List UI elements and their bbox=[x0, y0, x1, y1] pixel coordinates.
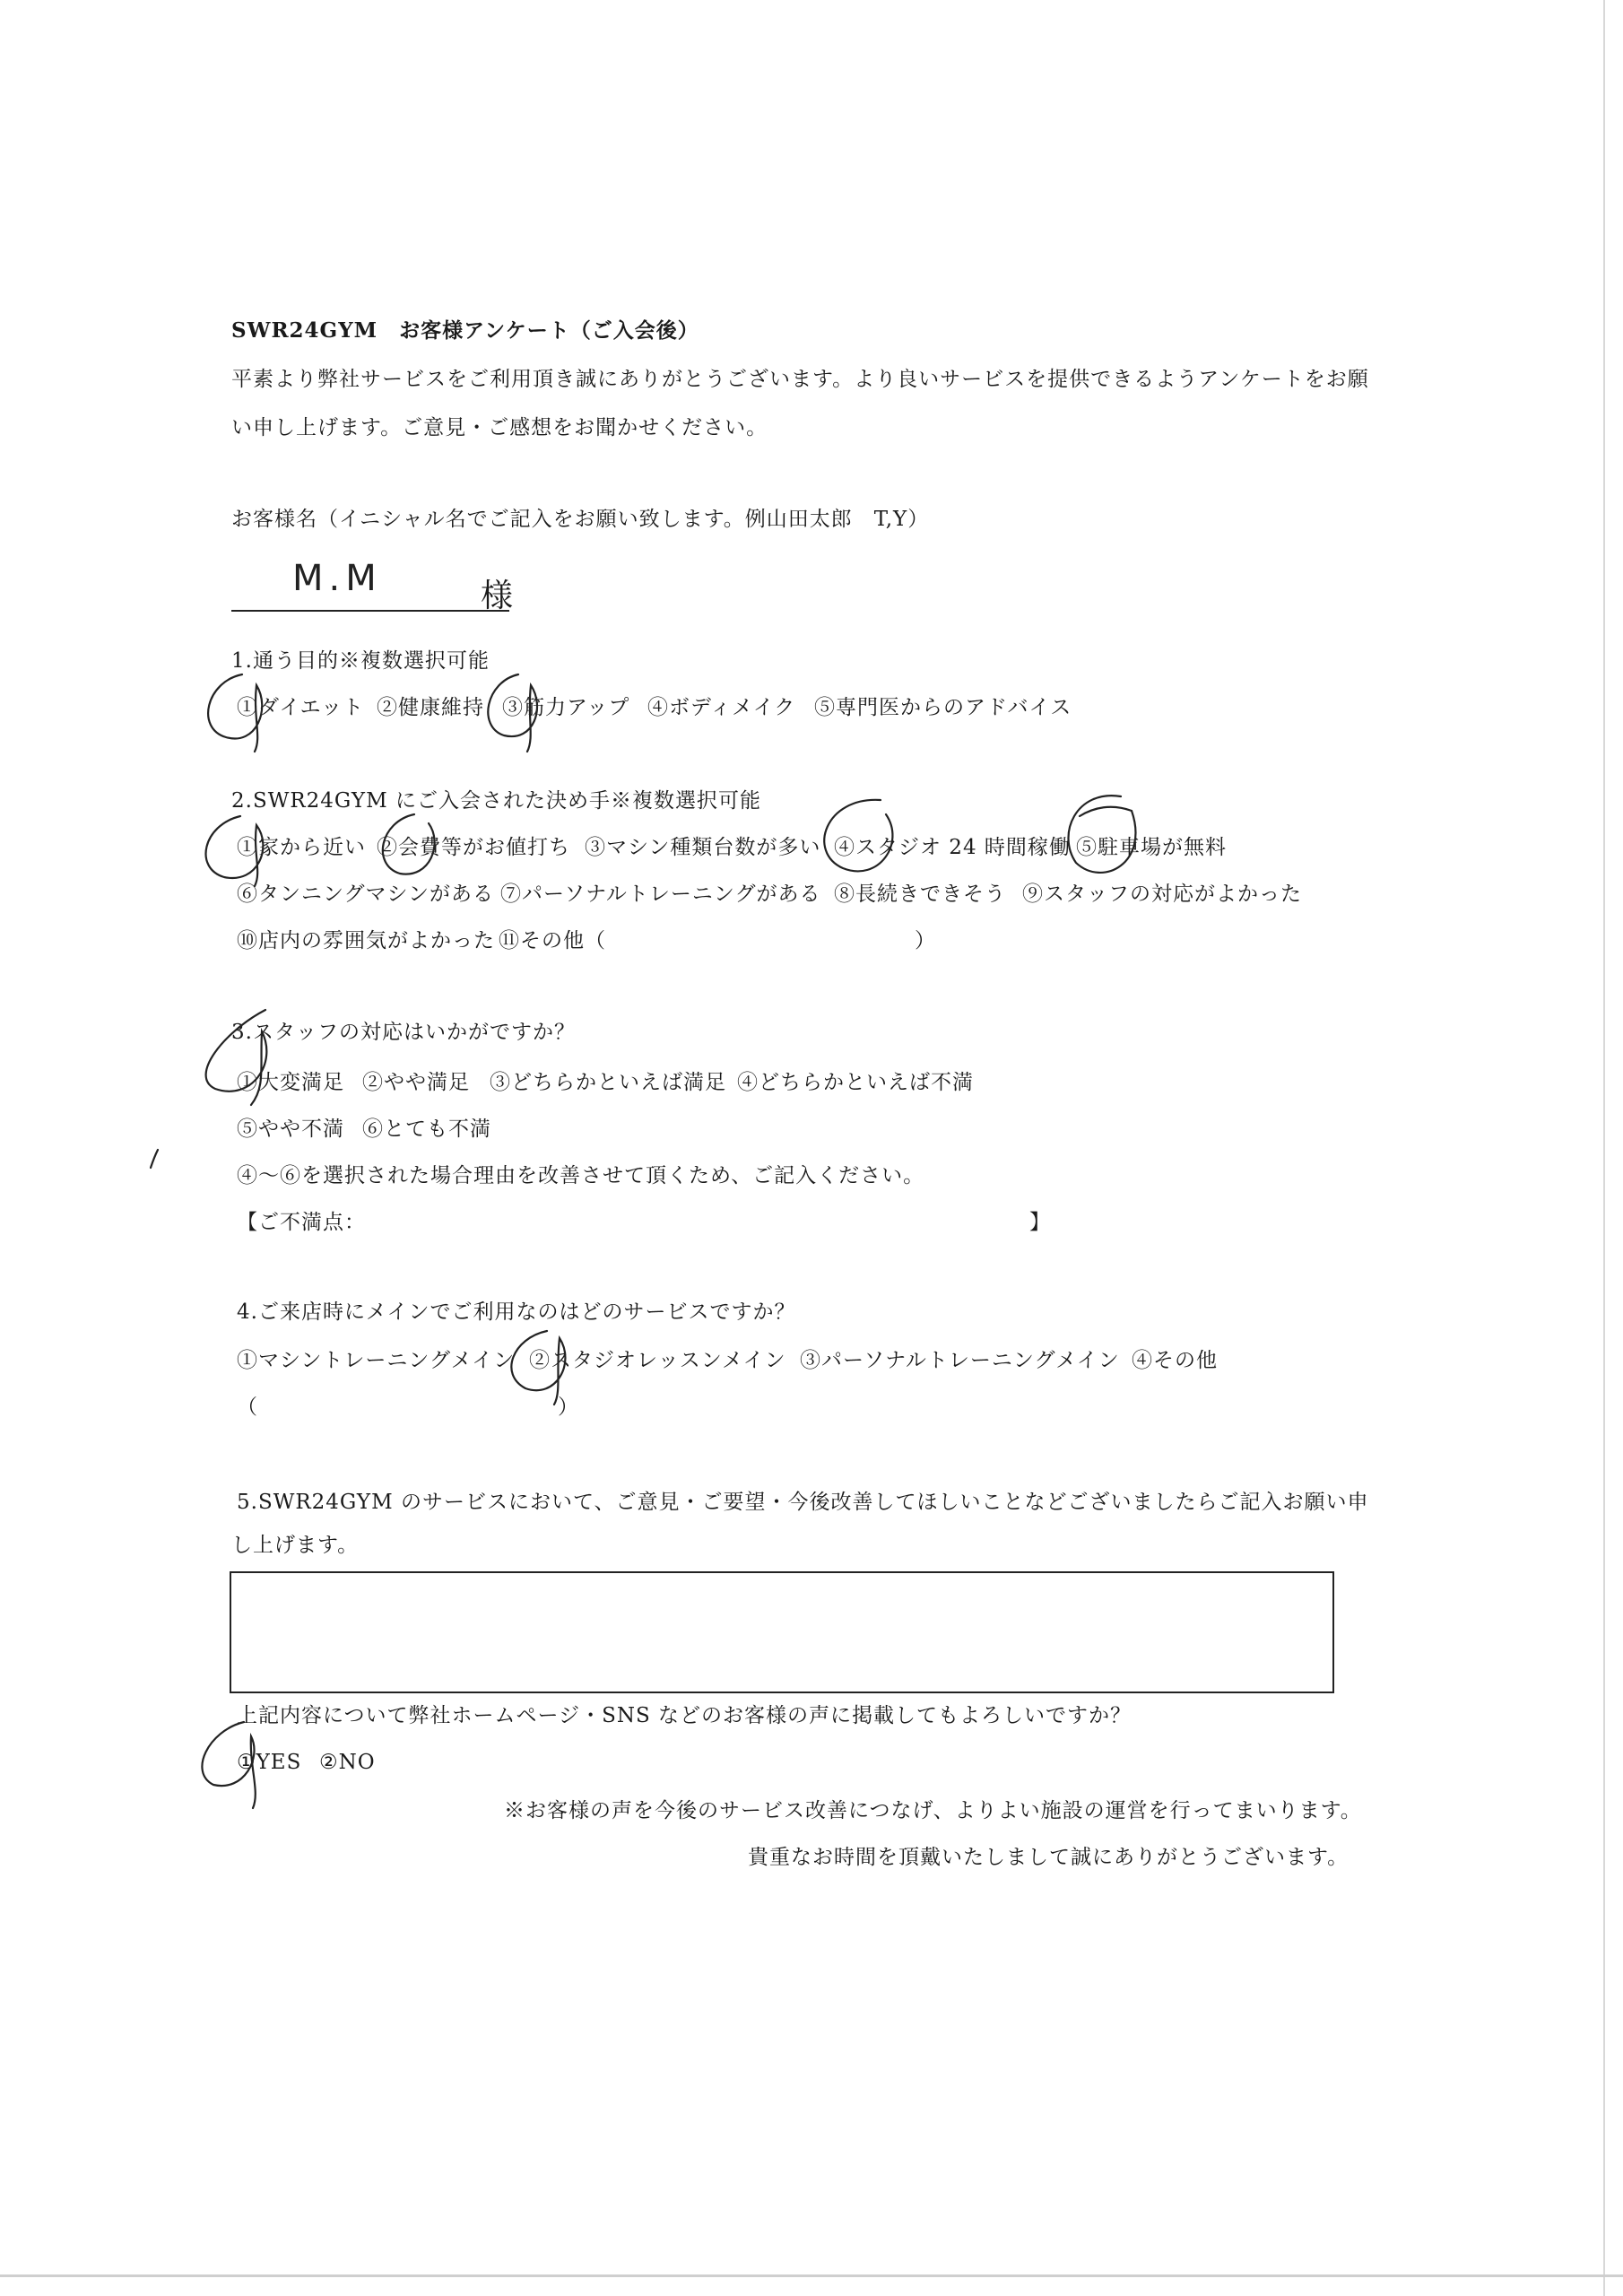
q3-option-5[interactable]: ⑤やや不満 bbox=[237, 1118, 344, 1141]
q1-option-4[interactable]: ④ボディメイク bbox=[647, 696, 796, 719]
q2-option-3[interactable]: ③マシン種類台数が多い bbox=[585, 836, 821, 859]
q4-paren-close: ） bbox=[558, 1396, 579, 1419]
stray-mark bbox=[151, 1150, 158, 1168]
q4-option-1[interactable]: ①マシントレーニングメイン bbox=[237, 1349, 516, 1372]
q1-option-5[interactable]: ⑤専門医からのアドバイス bbox=[814, 696, 1072, 719]
q3-option-6[interactable]: ⑥とても不満 bbox=[362, 1118, 491, 1141]
q2-option-11[interactable]: ⑪その他（ bbox=[499, 929, 606, 952]
footer-thanks: 貴重なお時間を頂戴いたしまして誠にありがとうございます。 bbox=[748, 1846, 1350, 1869]
q2-option-4[interactable]: ④スタジオ 24 時間稼働 bbox=[834, 836, 1071, 859]
name-prompt: お客様名（イニシャル名でご記入をお願い致します。例山田太郎 T,Y） bbox=[231, 508, 930, 531]
consent-question: 上記内容について弊社ホームページ・SNS などのお客様の声に掲載してもよろしいですか？ bbox=[237, 1704, 1133, 1727]
q3-question: 3.スタッフの対応はいかがですか？ bbox=[231, 1021, 576, 1044]
handwritten-name: M.M bbox=[292, 558, 382, 599]
q2-option-11-close: ） bbox=[915, 929, 936, 952]
q4-paren-open: （ bbox=[237, 1396, 258, 1419]
q3-option-1[interactable]: ①大変満足 bbox=[237, 1071, 344, 1094]
q2-option-10[interactable]: ⑩店内の雰囲気がよかった bbox=[237, 929, 495, 952]
q3-followup: ④～⑥を選択された場合理由を改善させて頂くため、ご記入ください。 bbox=[237, 1164, 925, 1187]
name-underline bbox=[231, 610, 509, 612]
q3-complaint-close: 】 bbox=[1029, 1211, 1051, 1234]
intro-line-1: 平素より弊社サービスをご利用頂き誠にありがとうございます。より良いサービスを提供できるようアンケートをお願 bbox=[231, 368, 1369, 391]
q4-question: 4.ご来店時にメインでご利用なのはどのサービスですか？ bbox=[237, 1300, 796, 1324]
consent-option-no[interactable]: ②NO bbox=[319, 1751, 376, 1774]
q1-question: 1.通う目的※複数選択可能 bbox=[231, 649, 490, 673]
q2-option-8[interactable]: ⑧長続きできそう bbox=[834, 883, 1006, 906]
intro-line-2: い申し上げます。ご意見・ご感想をお聞かせください。 bbox=[231, 416, 768, 439]
q2-option-9[interactable]: ⑨スタッフの対応がよかった bbox=[1022, 883, 1302, 906]
page-edge-right bbox=[1603, 0, 1605, 2296]
q1-option-2[interactable]: ②健康維持 bbox=[377, 696, 484, 719]
q3-option-4[interactable]: ④どちらかといえば不満 bbox=[737, 1071, 974, 1094]
q4-option-3[interactable]: ③パーソナルトレーニングメイン bbox=[800, 1349, 1120, 1372]
footer-note: ※お客様の声を今後のサービス改善につなげ、よりよい施設の運営を行ってまいります。 bbox=[504, 1799, 1362, 1822]
q4-option-2[interactable]: ②スタジオレッスンメイン bbox=[529, 1349, 786, 1372]
survey-title: SWR24GYM お客様アンケート（ご入会後） bbox=[231, 318, 699, 343]
q2-option-7[interactable]: ⑦パーソナルトレーニングがある bbox=[500, 883, 821, 906]
q1-option-3[interactable]: ③筋力アップ bbox=[502, 696, 630, 719]
q3-option-3[interactable]: ③どちらかといえば満足 bbox=[490, 1071, 726, 1094]
q2-option-6[interactable]: ⑥タンニングマシンがある bbox=[237, 883, 494, 906]
q3-option-2[interactable]: ②やや満足 bbox=[362, 1071, 470, 1094]
q5-question-line-1: 5.SWR24GYM のサービスにおいて、ご意見・ご要望・今後改善してほしいことなどございましたらご記入お願い申 bbox=[237, 1491, 1369, 1514]
page-edge-bottom bbox=[0, 2274, 1623, 2277]
q2-question: 2.SWR24GYM にご入会された決め手※複数選択可能 bbox=[231, 789, 761, 813]
name-suffix: 様 bbox=[481, 578, 514, 614]
q2-option-1[interactable]: ①家から近い bbox=[237, 836, 366, 859]
q2-option-5[interactable]: ⑤駐車場が無料 bbox=[1076, 836, 1227, 859]
q2-option-2[interactable]: ②会費等がお値打ち bbox=[377, 836, 570, 859]
q5-question-line-2: し上げます。 bbox=[231, 1534, 360, 1557]
comment-box[interactable] bbox=[230, 1571, 1334, 1693]
consent-option-yes[interactable]: ①YES bbox=[237, 1751, 302, 1774]
q1-option-1[interactable]: ①ダイエット bbox=[237, 696, 365, 719]
q3-complaint-open: 【ご不満点： bbox=[237, 1211, 366, 1234]
q4-option-4[interactable]: ④その他 bbox=[1132, 1349, 1218, 1372]
